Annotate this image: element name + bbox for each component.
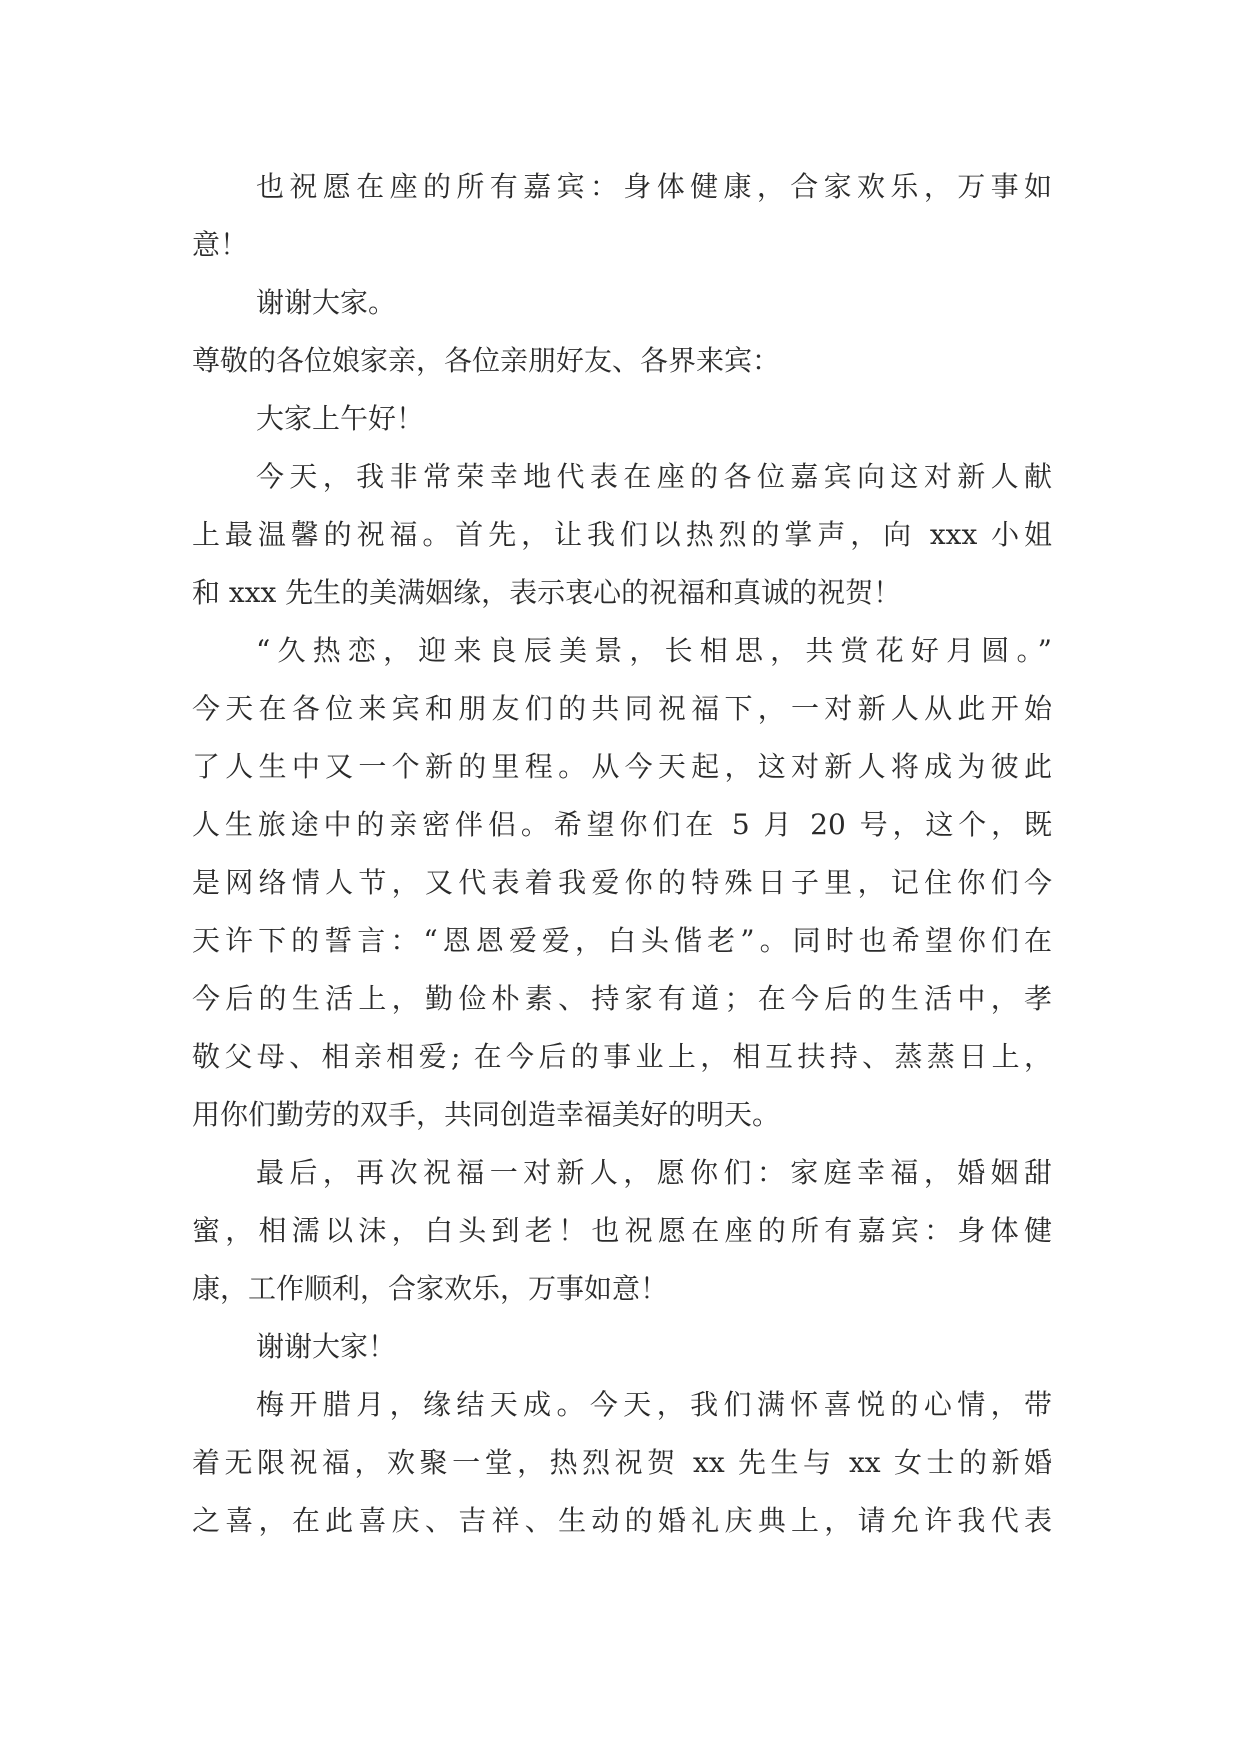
text-line-content: 用你们勤劳的双手，共同创造幸福美好的明天。 [192, 1098, 781, 1131]
text-line [192, 912, 1052, 970]
text-line [192, 854, 1052, 912]
text-line [192, 390, 1052, 448]
text-line-content: 今天，我非常荣幸地代表在座的各位嘉宾向这对新人献 [256, 460, 1052, 493]
text-line-content: 今天在各位来宾和朋友们的共同祝福下，一对新人从此开始 [192, 692, 1052, 725]
document-body [192, 158, 1052, 1550]
text-line [192, 216, 1052, 274]
text-line [192, 564, 1052, 622]
text-line-content: 是网络情人节，又代表着我爱你的特殊日子里，记住你们今 [192, 866, 1052, 899]
text-line-content: 最后，再次祝福一对新人，愿你们：家庭幸福，婚姻甜 [256, 1156, 1052, 1189]
text-line [192, 1144, 1052, 1202]
text-line [192, 1202, 1052, 1260]
text-line [192, 1492, 1052, 1550]
text-line-content: 蜜，相濡以沫，白头到老！也祝愿在座的所有嘉宾：身体健 [192, 1214, 1052, 1247]
text-line-content: 谢谢大家。 [256, 286, 397, 319]
text-line-content: 尊敬的各位娘家亲，各位亲朋好友、各界来宾： [192, 344, 781, 377]
text-line-content: 大家上午好！ [256, 402, 425, 435]
text-line-content: 人生旅途中的亲密伴侣。希望你们在 5 月 20 号，这个，既 [192, 808, 1052, 841]
text-line-content: 着无限祝福，欢聚一堂，热烈祝贺 xx 先生与 xx 女士的新婚 [192, 1446, 1052, 1479]
text-line-content: 梅开腊月，缘结天成。今天，我们满怀喜悦的心情，带 [256, 1388, 1052, 1421]
text-line [192, 622, 1052, 680]
text-line-content: 之喜，在此喜庆、吉祥、生动的婚礼庆典上，请允许我代表 [192, 1504, 1052, 1537]
text-line [192, 448, 1052, 506]
text-line [192, 506, 1052, 564]
text-line [192, 158, 1052, 216]
text-line [192, 680, 1052, 738]
text-line [192, 1434, 1052, 1492]
text-line-content: 上最温馨的祝福。首先，让我们以热烈的掌声，向 xxx 小姐 [192, 518, 1052, 551]
text-line [192, 1086, 1052, 1144]
text-line-content: “久热恋，迎来良辰美景，长相思，共赏花好月圆。” [256, 634, 1052, 667]
text-line [192, 332, 1052, 390]
text-line [192, 796, 1052, 854]
text-line [192, 1028, 1052, 1086]
text-line [192, 1260, 1052, 1318]
text-line [192, 738, 1052, 796]
text-line-content: 谢谢大家！ [256, 1330, 397, 1363]
text-line-content: 敬父母、相亲相爱; 在今后的事业上，相互扶持、蒸蒸日上， [192, 1040, 1052, 1073]
text-line-content: 康，工作顺利，合家欢乐，万事如意！ [192, 1272, 669, 1305]
text-line [192, 274, 1052, 332]
text-line-content: 也祝愿在座的所有嘉宾：身体健康，合家欢乐，万事如 [256, 170, 1052, 203]
text-line [192, 970, 1052, 1028]
text-line-content: 和 xxx 先生的美满姻缘，表示衷心的祝福和真诚的祝贺！ [192, 576, 902, 609]
text-line [192, 1376, 1052, 1434]
text-line-content: 天许下的誓言：“恩恩爱爱，白头偕老”。同时也希望你们在 [192, 924, 1052, 957]
text-line-content: 今后的生活上，勤俭朴素、持家有道；在今后的生活中，孝 [192, 982, 1052, 1015]
text-line [192, 1318, 1052, 1376]
text-line-content: 了人生中又一个新的里程。从今天起，这对新人将成为彼此 [192, 750, 1052, 783]
text-line-content: 意！ [192, 228, 249, 261]
